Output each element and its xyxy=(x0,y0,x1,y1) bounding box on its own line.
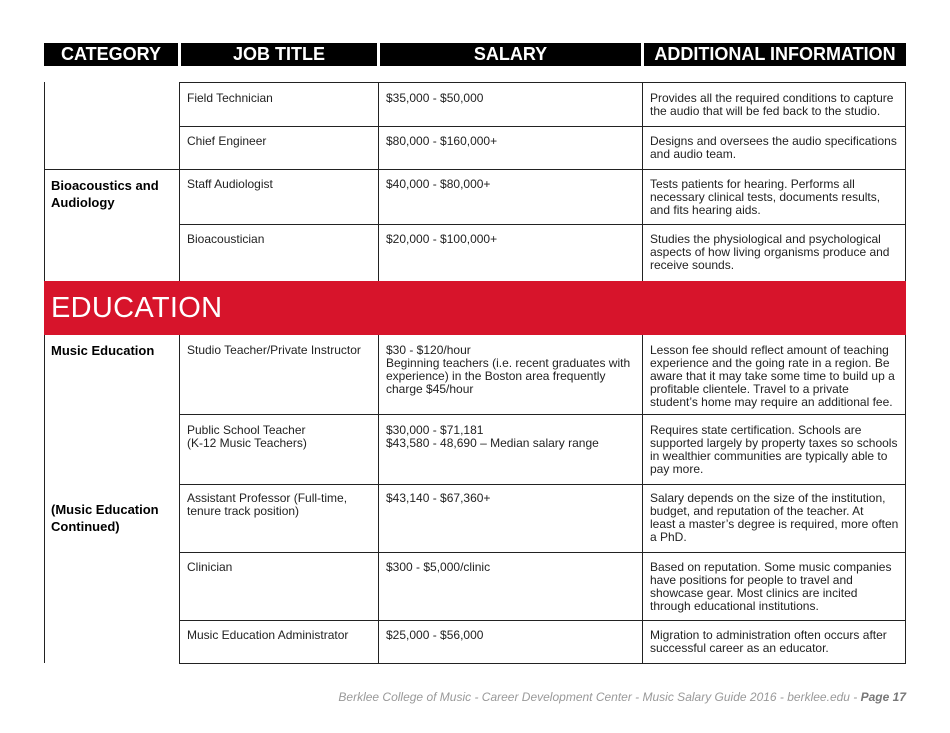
info-cell: Provides all the required conditions to capture the audio that will be fed back to the studio. xyxy=(650,91,894,118)
salary-cell: $40,000 - $80,000+ xyxy=(386,177,491,191)
job-title-cell: Field Technician xyxy=(187,91,273,105)
info-cell: Designs and oversees the audio specifications and audio team. xyxy=(650,134,897,161)
job-title-cell: Chief Engineer xyxy=(187,134,267,148)
info-cell: Tests patients for hearing. Performs all necessary clinical tests, documents results, and fits hearing aids. xyxy=(650,177,881,217)
footer-text: Berklee College of Music - Career Development Center - Music Salary Guide 2016 - berklee.edu - xyxy=(338,690,861,704)
salary-cell: $43,140 - $67,360+ xyxy=(386,491,491,505)
salary-cell: $20,000 - $100,000+ xyxy=(386,232,498,246)
salary-cell: $25,000 - $56,000 xyxy=(386,628,484,642)
job-title-cell: Music Education Administrator xyxy=(187,628,349,642)
header-additional-info: ADDITIONAL INFORMATION xyxy=(644,43,906,66)
salary-cell: $80,000 - $160,000+ xyxy=(386,134,498,148)
salary-cell: $30 - $120/hour Beginning teachers (i.e. recent graduates with experience) in the Boston area frequently charge $45/hour xyxy=(386,343,631,396)
header-salary: SALARY xyxy=(380,43,641,66)
info-cell: Based on reputation. Some music companies have positions for people to travel and showcase gear. Most clinics are incited through educational institutions. xyxy=(650,560,892,613)
job-title-cell: Studio Teacher/Private Instructor xyxy=(187,343,361,357)
category-bioacoustics-audiology: Bioacoustics and Audiology xyxy=(51,178,159,210)
footer-page-number: Page 17 xyxy=(860,690,906,704)
job-title-cell: Public School Teacher (K-12 Music Teachers) xyxy=(187,423,307,450)
education-banner xyxy=(44,281,906,335)
category-music-education: Music Education xyxy=(51,343,155,358)
info-cell: Lesson fee should reflect amount of teaching experience and the going rate in a region. Be aware that it may take some time to build up a profitable clientele. Travel to a private student’s home may require an additional fee. xyxy=(650,343,895,409)
salary-cell: $35,000 - $50,000 xyxy=(386,91,484,105)
job-title-cell: Bioacoustician xyxy=(187,232,265,246)
salary-cell: $30,000 - $71,181 $43,580 - 48,690 – Median salary range xyxy=(386,423,599,450)
info-cell: Migration to administration often occurs after successful career as an educator. xyxy=(650,628,887,655)
category-music-education-continued: (Music Education Continued) xyxy=(51,502,159,534)
page-footer xyxy=(338,690,906,704)
banner-title: EDUCATION xyxy=(51,292,223,324)
job-title-cell: Clinician xyxy=(187,560,233,574)
salary-cell: $300 - $5,000/clinic xyxy=(386,560,491,574)
job-title-cell: Staff Audiologist xyxy=(187,177,273,191)
info-cell: Salary depends on the size of the institution, budget, and reputation of the teacher. At least a master’s degree is required, more often a PhD. xyxy=(650,491,899,544)
header-category: CATEGORY xyxy=(44,43,178,66)
header-job-title: JOB TITLE xyxy=(181,43,377,66)
info-cell: Studies the physiological and psychological aspects of how living organisms produce and receive sounds. xyxy=(650,232,890,272)
info-cell: Requires state certification. Schools are supported largely by property taxes so schools in wealthier communities are typically able to pay more. xyxy=(650,423,898,476)
job-title-cell: Assistant Professor (Full-time, tenure track position) xyxy=(187,491,348,518)
